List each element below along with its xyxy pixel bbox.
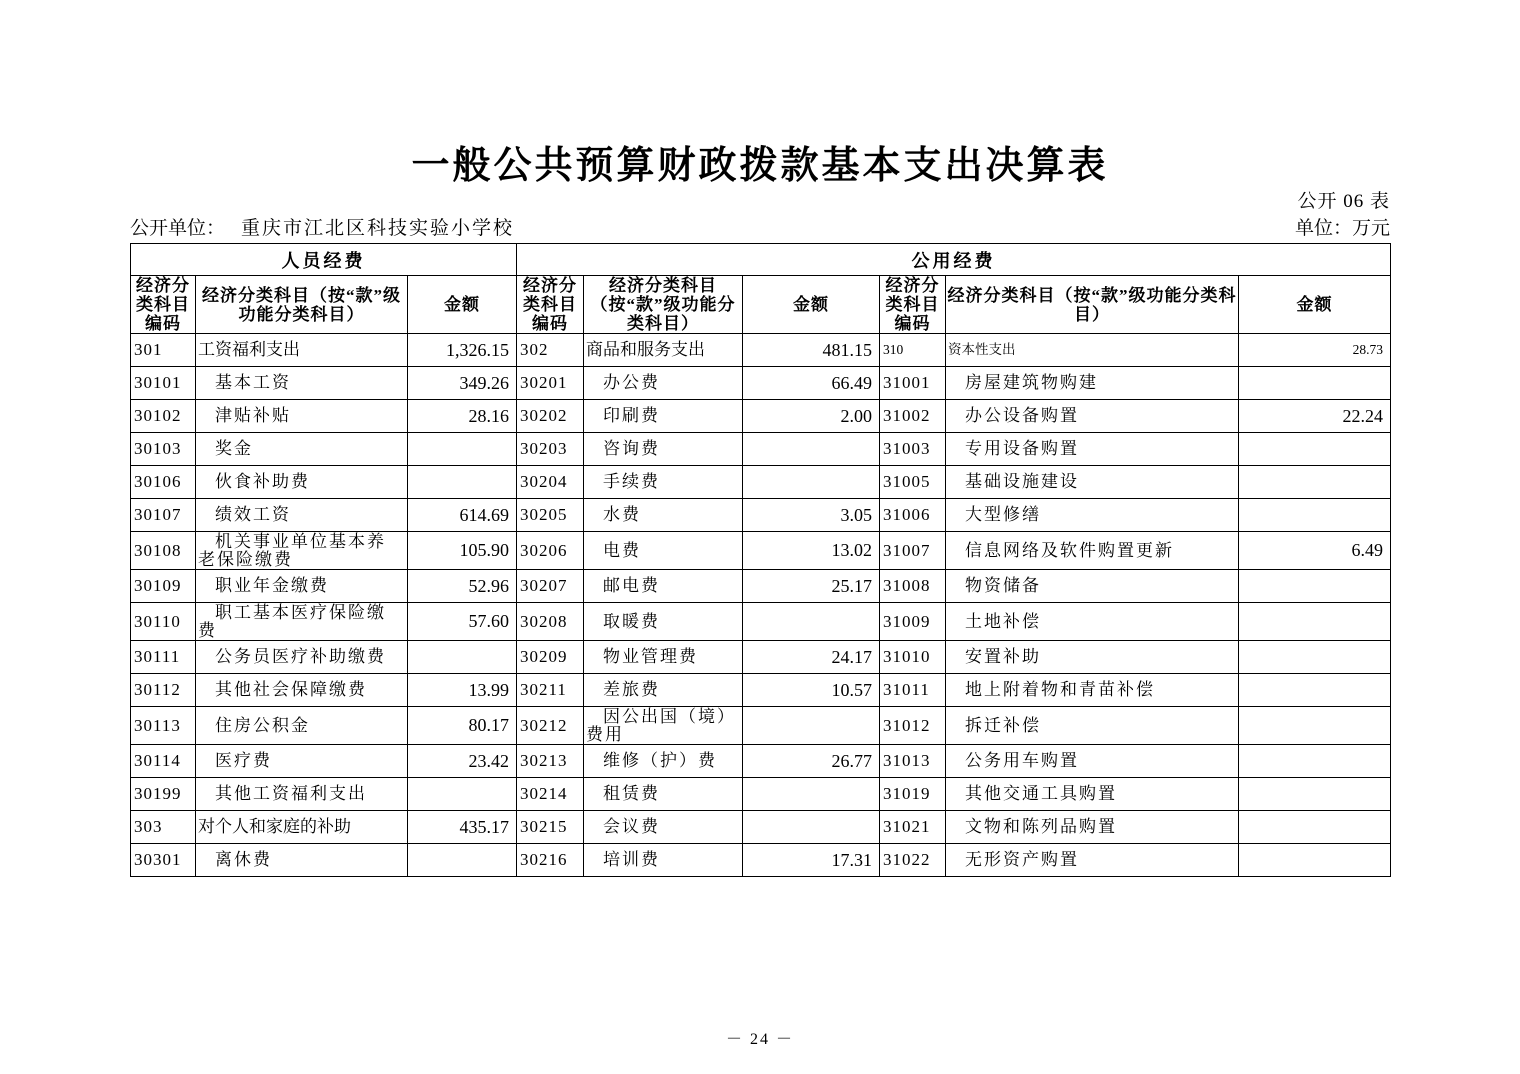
- amount-cell: [743, 433, 880, 466]
- amount-cell: 22.24: [1239, 400, 1391, 433]
- code-cell: 30109: [131, 570, 196, 603]
- amount-cell: 17.31: [743, 844, 880, 877]
- amount-cell: 28.73: [1239, 334, 1391, 367]
- table-row: [131, 367, 1391, 400]
- amount-cell: 2.00: [743, 400, 880, 433]
- code-cell: 310: [880, 334, 946, 367]
- amount-cell: [408, 433, 517, 466]
- publishing-unit: [130, 213, 514, 240]
- amount-cell: [1239, 641, 1391, 674]
- code-cell: 31013: [880, 745, 946, 778]
- subject-cell: 因公出国（境）费用: [584, 707, 743, 745]
- code-cell: 30110: [131, 603, 196, 641]
- code-cell: 31006: [880, 499, 946, 532]
- code-cell: 30114: [131, 745, 196, 778]
- group-header-public: 公用经费: [517, 244, 1391, 276]
- subject-cell: 物业管理费: [584, 641, 743, 674]
- subject-cell: 资本性支出: [946, 334, 1239, 367]
- subject-cell: 物资储备: [946, 570, 1239, 603]
- column-header-subject: 经济分类科目（按“款”级功能分类科目）: [946, 276, 1239, 334]
- page-title: 一般公共预算财政拨款基本支出决算表: [411, 145, 1109, 187]
- code-cell: 30103: [131, 433, 196, 466]
- amount-cell: 13.02: [743, 532, 880, 570]
- table-row: [131, 334, 1391, 367]
- code-cell: 31005: [880, 466, 946, 499]
- amount-cell: [1239, 811, 1391, 844]
- amount-cell: [743, 778, 880, 811]
- subject-cell: 房屋建筑物购建: [946, 367, 1239, 400]
- code-cell: 30199: [131, 778, 196, 811]
- column-header-code: 经济分类科目编码: [517, 276, 584, 334]
- amount-cell: 349.26: [408, 367, 517, 400]
- subject-cell: 其他工资福利支出: [196, 778, 408, 811]
- amount-cell: 26.77: [743, 745, 880, 778]
- subject-cell: 医疗费: [196, 745, 408, 778]
- code-cell: 30107: [131, 499, 196, 532]
- subject-cell: 伙食补助费: [196, 466, 408, 499]
- code-cell: 31001: [880, 367, 946, 400]
- subject-cell: 安置补助: [946, 641, 1239, 674]
- code-cell: 31008: [880, 570, 946, 603]
- amount-cell: [1239, 570, 1391, 603]
- code-cell: 30111: [131, 641, 196, 674]
- amount-cell: [1239, 778, 1391, 811]
- amount-cell: 52.96: [408, 570, 517, 603]
- column-header-code: 经济分类科目编码: [880, 276, 946, 334]
- subject-cell: 职业年金缴费: [196, 570, 408, 603]
- amount-unit-label: 单位：万元: [1294, 218, 1390, 239]
- amount-cell: 25.17: [743, 570, 880, 603]
- code-cell: 30211: [517, 674, 584, 707]
- table-row: [131, 707, 1391, 745]
- code-cell: 30206: [517, 532, 584, 570]
- subject-cell: 基本工资: [196, 367, 408, 400]
- column-header-row: [131, 276, 1391, 334]
- code-cell: 30203: [517, 433, 584, 466]
- amount-cell: 66.49: [743, 367, 880, 400]
- code-cell: 31019: [880, 778, 946, 811]
- amount-cell: [1239, 466, 1391, 499]
- amount-cell: 10.57: [743, 674, 880, 707]
- code-cell: 30301: [131, 844, 196, 877]
- table-row: [131, 603, 1391, 641]
- code-cell: 31003: [880, 433, 946, 466]
- amount-cell: [743, 811, 880, 844]
- subject-cell: 奖金: [196, 433, 408, 466]
- group-header-row: [131, 244, 1391, 276]
- code-cell: 30108: [131, 532, 196, 570]
- code-cell: 30113: [131, 707, 196, 745]
- table-row: [131, 641, 1391, 674]
- amount-cell: 1,326.15: [408, 334, 517, 367]
- subject-cell: 印刷费: [584, 400, 743, 433]
- amount-cell: 80.17: [408, 707, 517, 745]
- budget-table-body: [131, 334, 1391, 877]
- group-header-personnel: 人员经费: [131, 244, 517, 276]
- code-cell: 30201: [517, 367, 584, 400]
- publishing-unit-name: 重庆市江北区科技实验小学校: [241, 218, 515, 239]
- code-cell: 30207: [517, 570, 584, 603]
- code-cell: 30216: [517, 844, 584, 877]
- table-row: [131, 778, 1391, 811]
- amount-cell: [1239, 367, 1391, 400]
- amount-cell: [1239, 674, 1391, 707]
- page-number: － 24 －: [725, 1031, 794, 1048]
- table-row: [131, 532, 1391, 570]
- code-cell: 31009: [880, 603, 946, 641]
- amount-cell: [1239, 844, 1391, 877]
- code-cell: 31012: [880, 707, 946, 745]
- subject-cell: 电费: [584, 532, 743, 570]
- amount-cell: [408, 844, 517, 877]
- amount-cell: [1239, 707, 1391, 745]
- subject-cell: 离休费: [196, 844, 408, 877]
- column-header-code: 经济分类科目编码: [131, 276, 196, 334]
- subject-cell: 专用设备购置: [946, 433, 1239, 466]
- meta-row: [130, 213, 1390, 240]
- column-header-subject: 经济分类科目（按“款”级功能分类科目）: [584, 276, 743, 334]
- subject-cell: 公务用车购置: [946, 745, 1239, 778]
- amount-cell: [408, 778, 517, 811]
- amount-cell: [408, 641, 517, 674]
- subject-cell: 住房公积金: [196, 707, 408, 745]
- amount-cell: 28.16: [408, 400, 517, 433]
- table-row: [131, 844, 1391, 877]
- amount-cell: 614.69: [408, 499, 517, 532]
- table-row: [131, 400, 1391, 433]
- subject-cell: 其他社会保障缴费: [196, 674, 408, 707]
- table-row: [131, 745, 1391, 778]
- subject-cell: 地上附着物和青苗补偿: [946, 674, 1239, 707]
- code-cell: 30202: [517, 400, 584, 433]
- code-cell: 30212: [517, 707, 584, 745]
- code-cell: 30101: [131, 367, 196, 400]
- subject-cell: 取暖费: [584, 603, 743, 641]
- publishing-unit-label: 公开单位：: [130, 218, 226, 239]
- subject-cell: 办公费: [584, 367, 743, 400]
- code-cell: 31007: [880, 532, 946, 570]
- amount-cell: 481.15: [743, 334, 880, 367]
- amount-cell: 6.49: [1239, 532, 1391, 570]
- subject-cell: 租赁费: [584, 778, 743, 811]
- amount-cell: 23.42: [408, 745, 517, 778]
- amount-cell: [1239, 603, 1391, 641]
- subject-cell: 办公设备购置: [946, 400, 1239, 433]
- code-cell: 30205: [517, 499, 584, 532]
- subject-cell: 土地补偿: [946, 603, 1239, 641]
- amount-cell: 105.90: [408, 532, 517, 570]
- subject-cell: 信息网络及软件购置更新: [946, 532, 1239, 570]
- subject-cell: 咨询费: [584, 433, 743, 466]
- column-header-amount: 金额: [743, 276, 880, 334]
- code-cell: 31002: [880, 400, 946, 433]
- code-cell: 30214: [517, 778, 584, 811]
- subject-cell: 手续费: [584, 466, 743, 499]
- amount-cell: 24.17: [743, 641, 880, 674]
- code-cell: 31011: [880, 674, 946, 707]
- table-row: [131, 433, 1391, 466]
- subject-cell: 无形资产购置: [946, 844, 1239, 877]
- amount-cell: [743, 707, 880, 745]
- subject-cell: 水费: [584, 499, 743, 532]
- amount-cell: [1239, 433, 1391, 466]
- subject-cell: 维修（护）费: [584, 745, 743, 778]
- table-number: 公开 06 表: [1297, 191, 1390, 212]
- amount-cell: [743, 466, 880, 499]
- subject-cell: 绩效工资: [196, 499, 408, 532]
- code-cell: 302: [517, 334, 584, 367]
- code-cell: 30208: [517, 603, 584, 641]
- budget-table: [130, 243, 1391, 877]
- subject-cell: 职工基本医疗保险缴费: [196, 603, 408, 641]
- code-cell: 31022: [880, 844, 946, 877]
- code-cell: 31010: [880, 641, 946, 674]
- amount-cell: 435.17: [408, 811, 517, 844]
- subject-cell: 会议费: [584, 811, 743, 844]
- amount-cell: 13.99: [408, 674, 517, 707]
- amount-cell: [1239, 499, 1391, 532]
- subject-cell: 津贴补贴: [196, 400, 408, 433]
- amount-cell: 57.60: [408, 603, 517, 641]
- subject-cell: 拆迁补偿: [946, 707, 1239, 745]
- subject-cell: 机关事业单位基本养老保险缴费: [196, 532, 408, 570]
- code-cell: 30215: [517, 811, 584, 844]
- subject-cell: 基础设施建设: [946, 466, 1239, 499]
- column-header-amount: 金额: [408, 276, 517, 334]
- subject-cell: 对个人和家庭的补助: [196, 811, 408, 844]
- table-row: [131, 499, 1391, 532]
- table-row: [131, 674, 1391, 707]
- column-header-subject: 经济分类科目（按“款”级功能分类科目）: [196, 276, 408, 334]
- subject-cell: 商品和服务支出: [584, 334, 743, 367]
- amount-cell: [743, 603, 880, 641]
- code-cell: 30204: [517, 466, 584, 499]
- code-cell: 303: [131, 811, 196, 844]
- code-cell: 30106: [131, 466, 196, 499]
- code-cell: 30213: [517, 745, 584, 778]
- subject-cell: 文物和陈列品购置: [946, 811, 1239, 844]
- subject-cell: 邮电费: [584, 570, 743, 603]
- code-cell: 31021: [880, 811, 946, 844]
- amount-cell: [1239, 745, 1391, 778]
- amount-cell: 3.05: [743, 499, 880, 532]
- subject-cell: 大型修缮: [946, 499, 1239, 532]
- subject-cell: 公务员医疗补助缴费: [196, 641, 408, 674]
- subject-cell: 其他交通工具购置: [946, 778, 1239, 811]
- table-row: [131, 466, 1391, 499]
- column-header-amount: 金额: [1239, 276, 1391, 334]
- table-row: [131, 570, 1391, 603]
- code-cell: 30112: [131, 674, 196, 707]
- table-row: [131, 811, 1391, 844]
- subject-cell: 差旅费: [584, 674, 743, 707]
- amount-cell: [408, 466, 517, 499]
- subject-cell: 培训费: [584, 844, 743, 877]
- code-cell: 30209: [517, 641, 584, 674]
- code-cell: 301: [131, 334, 196, 367]
- code-cell: 30102: [131, 400, 196, 433]
- subject-cell: 工资福利支出: [196, 334, 408, 367]
